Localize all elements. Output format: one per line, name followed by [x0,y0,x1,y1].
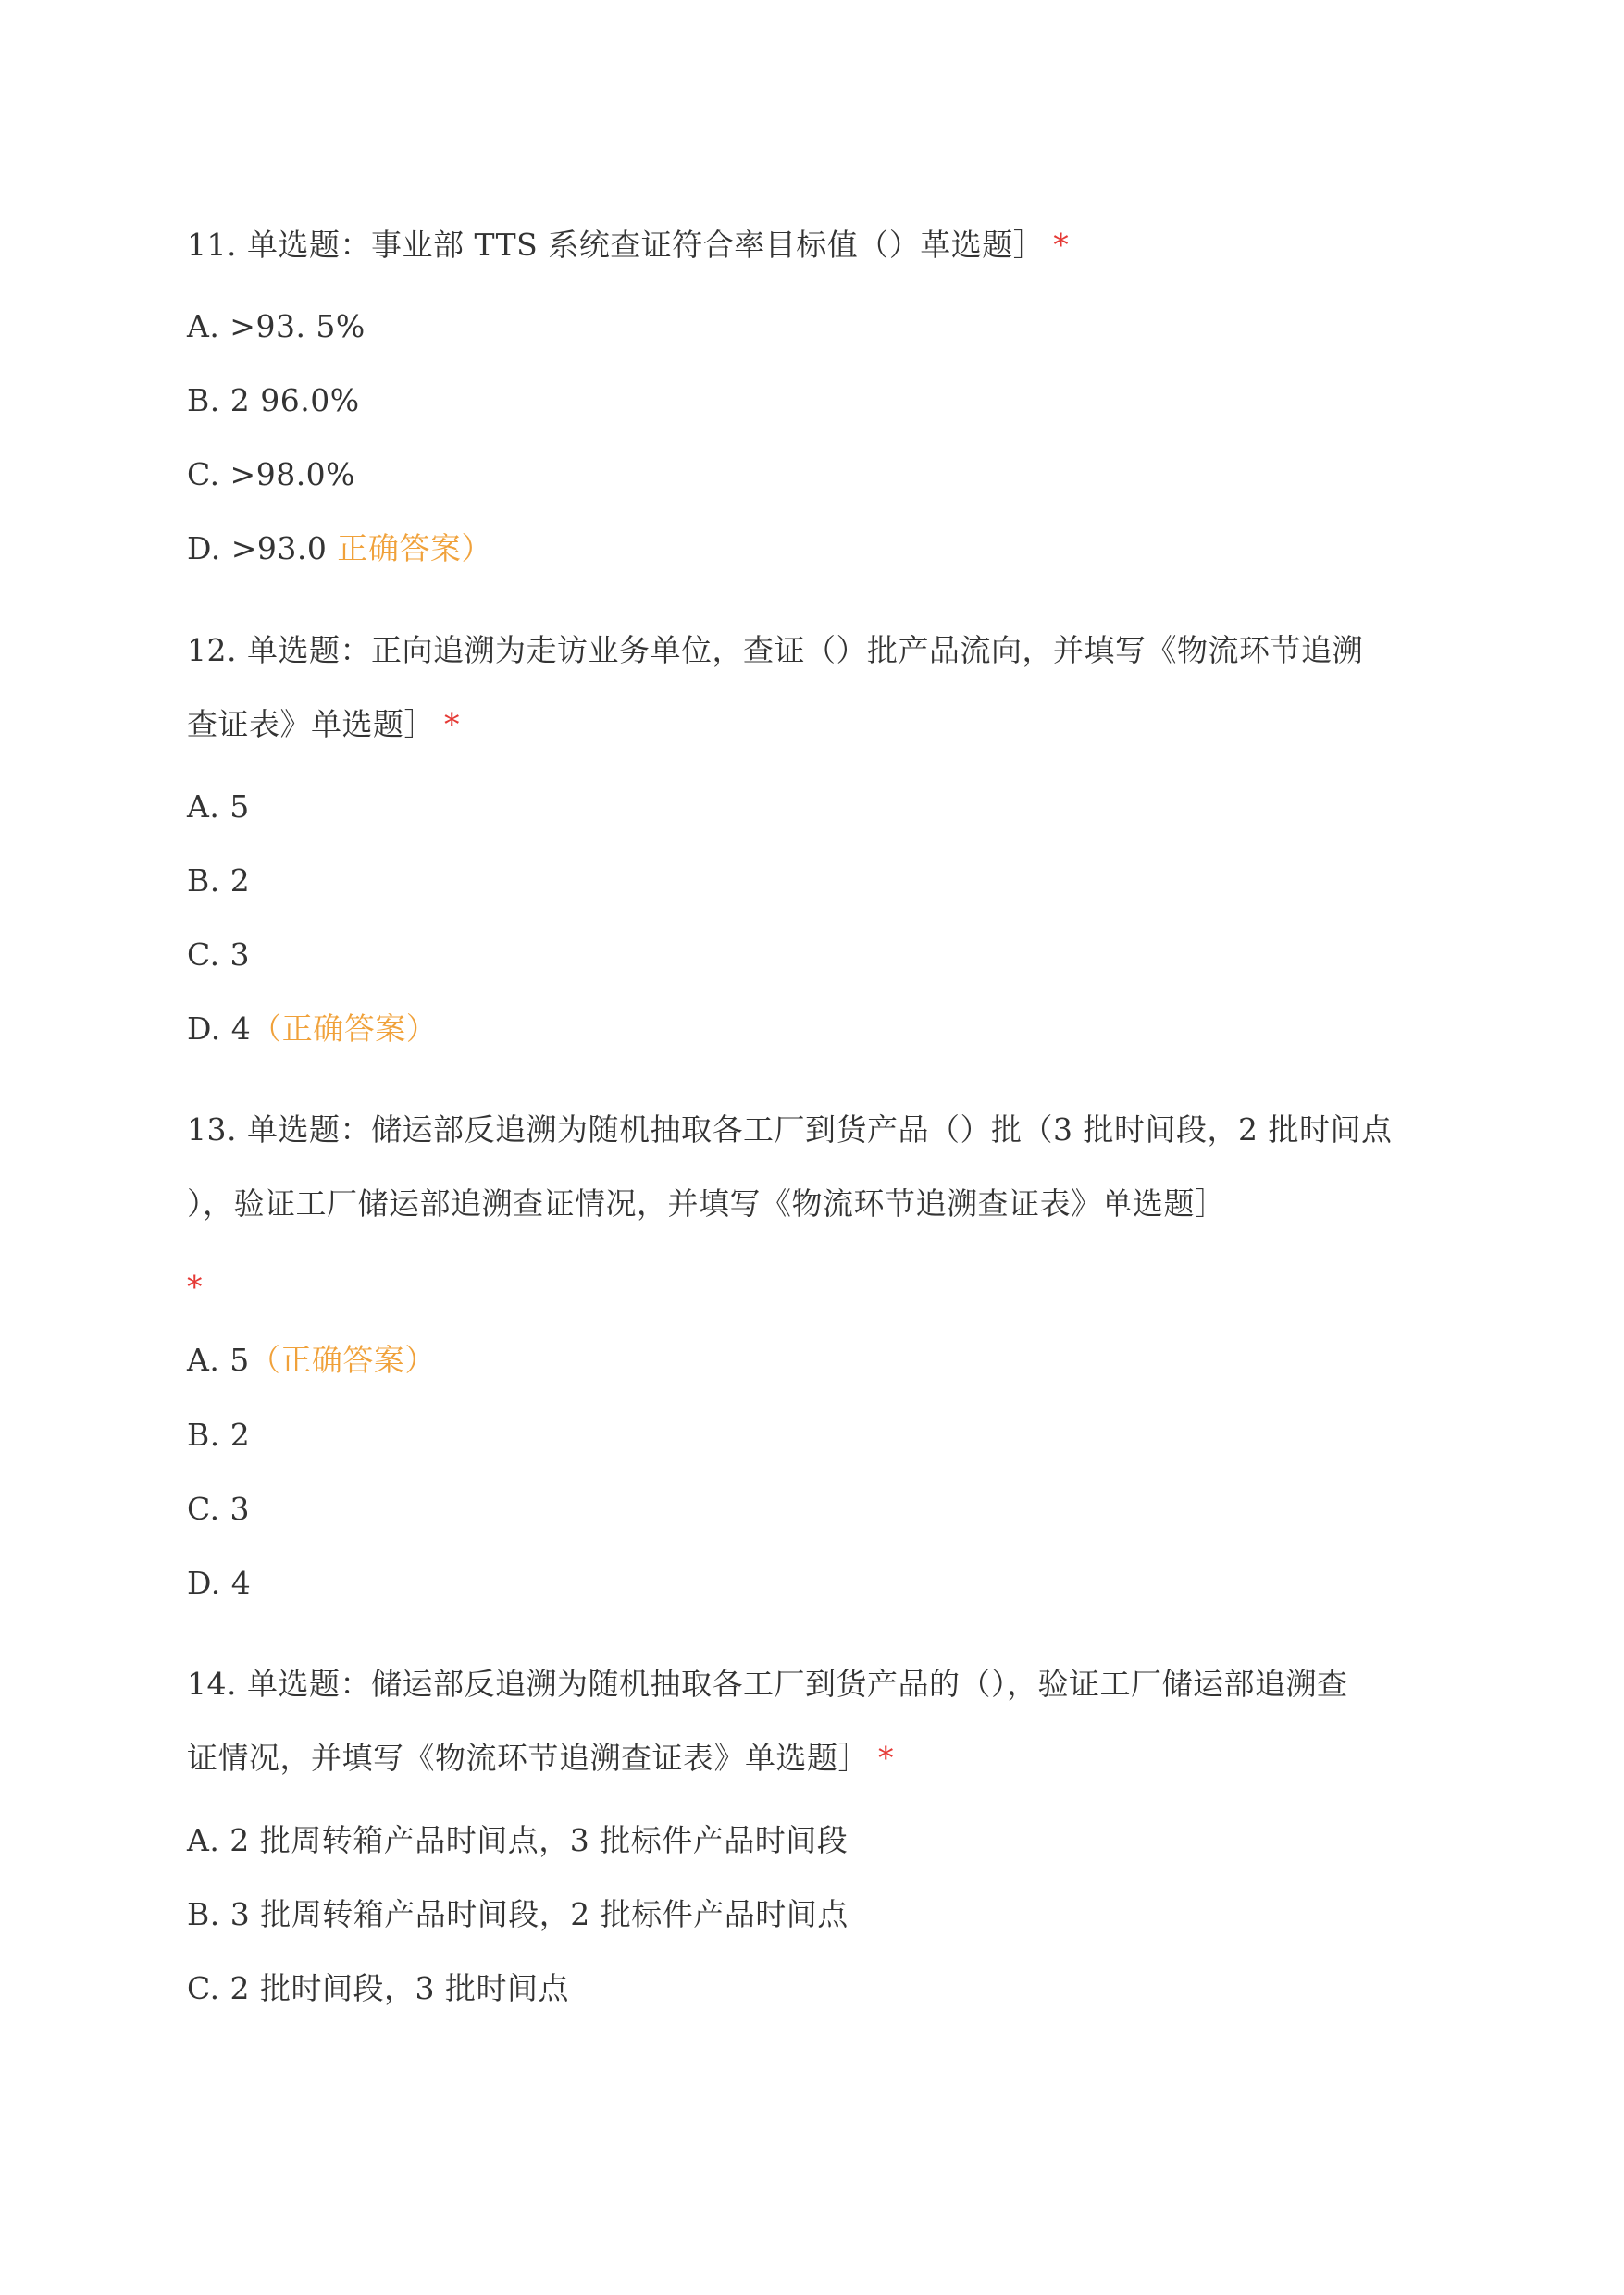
question-text: 12. 单选题：正向追溯为走访业务单位，查证（）批产品流向，并填写《物流环节追溯 [187,632,1363,668]
question-13-option-d[interactable] [187,1565,251,1602]
question-11-title [187,227,1069,264]
question-14-option-c[interactable] [187,1970,569,2007]
required-asterisk: * [878,1740,894,1776]
required-asterisk: * [187,1269,203,1305]
question-14-title-line-1 [187,1666,1347,1703]
option-text: C. 3 [187,937,251,973]
option-text: D. 4 [187,1565,252,1601]
question-12-option-b[interactable] [187,862,250,899]
question-13-option-b[interactable] [187,1417,250,1454]
option-text: A. 5 [187,788,250,825]
question-text: 查证表》单选题］ [187,706,435,742]
option-text: A. >93. 5% [187,308,366,344]
question-12-option-a[interactable] [187,788,250,825]
question-11-option-b[interactable] [187,382,360,419]
question-14-option-b[interactable] [187,1896,849,1933]
correct-answer-label: （正确答案） [249,1342,436,1378]
question-text: 11. 单选题：事业部 TTS 系统查证符合率目标值（）革选题］ [187,227,1045,263]
question-11-option-a[interactable] [187,308,366,345]
question-12-option-c[interactable] [187,937,250,974]
option-text: B. 2 [187,1417,251,1453]
correct-answer-label: 正确答案） [337,530,492,566]
option-text: A. 2 批周转箱产品时间点，3 批标件产品时间段 [187,1822,849,1858]
option-text: C. 2 批时间段，3 批时间点 [187,1970,570,2006]
required-asterisk: * [444,706,460,742]
question-13-option-a[interactable] [187,1342,436,1379]
question-text: 14. 单选题：储运部反追溯为随机抽取各工厂到货产品的（），验证工厂储运部追溯查 [187,1666,1348,1702]
option-text: D. 4 [187,1011,252,1047]
required-asterisk: * [1053,227,1070,263]
question-11-option-d[interactable] [187,530,492,567]
option-text: C. 3 [187,1491,251,1527]
option-text: D. >93.0 [187,530,338,566]
question-13-option-c[interactable] [187,1491,250,1528]
option-text: A. 5 [187,1342,250,1378]
option-text: B. 2 96.0% [187,382,360,418]
correct-answer-label: （正确答案） [251,1011,438,1047]
question-14-title-line-2 [187,1740,894,1777]
question-text: 证情况，并填写《物流环节追溯查证表》单选题］ [187,1740,869,1776]
question-text: 13. 单选题：储运部反追溯为随机抽取各工厂到货产品（）批（3 批时间段，2 批时间点 [187,1111,1393,1148]
option-text: B. 3 批周转箱产品时间段，2 批标件产品时间点 [187,1896,849,1932]
option-text: B. 2 [187,862,251,899]
question-13-title-line-2 [187,1185,1226,1222]
question-14-option-a[interactable] [187,1822,848,1859]
question-11-option-c[interactable] [187,456,355,493]
question-13-title-line-1 [187,1111,1392,1148]
question-12-title-line-2 [187,706,460,743]
question-text: ），验证工厂储运部追溯查证情况，并填写《物流环节追溯查证表》单选题］ [187,1185,1226,1222]
question-12-option-d[interactable] [187,1011,437,1048]
option-text: C. >98.0% [187,456,356,492]
question-12-title-line-1 [187,632,1363,669]
